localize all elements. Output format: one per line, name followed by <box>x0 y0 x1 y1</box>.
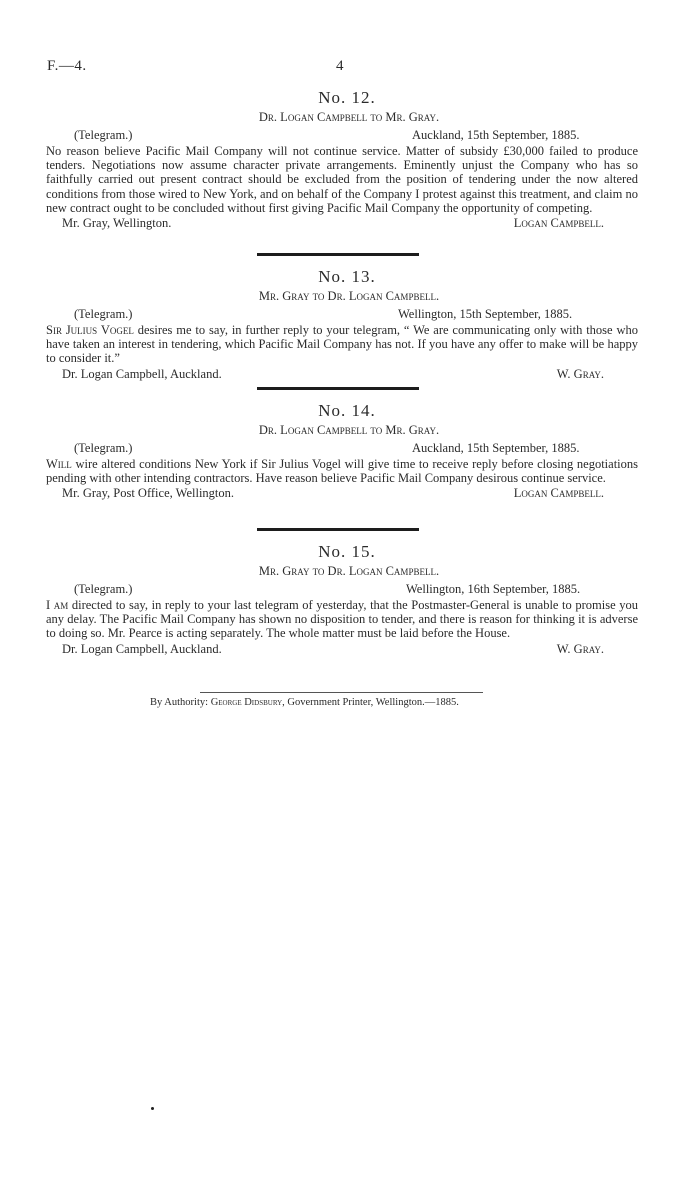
letter-number: No. 13. <box>318 267 376 286</box>
telegram-label: (Telegram.) <box>74 441 133 455</box>
body-text: wire altered conditions New York if Sir Julius Vogel will give time to receive reply before closing negotiations pending with other intending contractors. Have reason believe Pacific Mail Company desirous continue service. <box>46 457 638 486</box>
letter-number: No. 15. <box>318 542 376 561</box>
addressee: Dr. Logan Campbell, Auckland. <box>62 366 222 381</box>
signature: Logan Campbell. <box>513 216 604 231</box>
page-number: 4 <box>336 58 344 74</box>
addressee: Mr. Gray, Wellington. <box>62 216 172 231</box>
letter-meta <box>46 582 638 598</box>
letter-body <box>46 598 638 641</box>
footer-divider <box>200 692 483 693</box>
body-lead: I am <box>46 598 69 612</box>
place-date: Wellington, 15th September, 1885. <box>398 307 573 321</box>
letter-meta <box>46 307 638 323</box>
body-text: desires me to say, in further reply to your telegram, “ We are communicating only with those who have taken an interest in tendering, which Pacific Mail Company has not. If you have any offer to make will be happy to consider it.” <box>46 323 638 366</box>
place-date: Auckland, 15th September, 1885. <box>412 441 580 455</box>
letter-no-12 <box>46 88 638 232</box>
section-divider <box>257 528 419 531</box>
body-lead: Sir Julius Vogel <box>46 323 134 337</box>
letter-number: No. 12. <box>318 88 376 107</box>
body-lead: Will <box>46 457 72 471</box>
place-date: Auckland, 15th September, 1885. <box>412 128 580 142</box>
telegram-label: (Telegram.) <box>74 307 133 321</box>
printer-name: George Didsbury <box>210 697 283 708</box>
letter-no-13 <box>46 267 638 383</box>
signature: Logan Campbell. <box>513 486 604 501</box>
letter-signoff <box>46 367 638 383</box>
section-divider <box>257 387 419 390</box>
body-text: directed to say, in reply to your last telegram of yesterday, that the Postmaster-General is unable to promise you any delay. The Pacific Mail Company has shown no disposition to tender, and there is reason for thinking it is adverse to doing so. Mr. Pearce is acting separately. The whole matter must be laid before the House. <box>46 598 638 641</box>
addressee: Mr. Gray, Post Office, Wellington. <box>62 486 235 501</box>
letter-no-15 <box>46 542 638 658</box>
telegram-label: (Telegram.) <box>74 128 133 142</box>
letter-signoff <box>46 486 638 502</box>
letter-no-14 <box>46 401 638 502</box>
letter-meta <box>46 441 638 457</box>
signature: W. Gray. <box>556 641 604 656</box>
letter-meta <box>46 128 638 144</box>
letter-signoff <box>46 642 638 658</box>
letter-heading: Mr. Gray to Dr. Logan Campbell. <box>258 564 440 578</box>
body-text: No reason believe Pacific Mail Company will not continue service. Matter of subsidy £30,000 failed to produce tenders. Negotiations now assume character private arrangements. Eminently unjust the Company who has so faithfully carried out present contract should be excluded from the position of tendering under the now altered conditions from those wired to New York, and on behalf of the Company I protest against this treatment, and claim no new contract ought to be concluded without first giving Pacific Mail Company the opportunity of competing. <box>46 144 638 215</box>
letter-signoff <box>46 216 638 232</box>
document-reference: F.—4. <box>47 58 87 74</box>
printer-imprint <box>150 697 459 708</box>
letter-body <box>46 457 638 485</box>
letter-body <box>46 323 638 366</box>
section-divider <box>257 253 419 256</box>
imprint-prefix: By Authority: <box>150 697 211 708</box>
letter-heading: Mr. Gray to Dr. Logan Campbell. <box>258 289 440 303</box>
letter-body <box>46 144 638 215</box>
imprint-suffix: , Government Printer, Wellington.—1885. <box>282 697 459 708</box>
telegram-label: (Telegram.) <box>74 582 133 596</box>
place-date: Wellington, 16th September, 1885. <box>406 582 581 596</box>
letter-heading: Dr. Logan Campbell to Mr. Gray. <box>258 423 440 437</box>
page-speck <box>151 1107 154 1110</box>
addressee: Dr. Logan Campbell, Auckland. <box>62 641 222 656</box>
letter-number: No. 14. <box>318 401 376 420</box>
letter-heading: Dr. Logan Campbell to Mr. Gray. <box>258 110 440 124</box>
signature: W. Gray. <box>556 366 604 381</box>
